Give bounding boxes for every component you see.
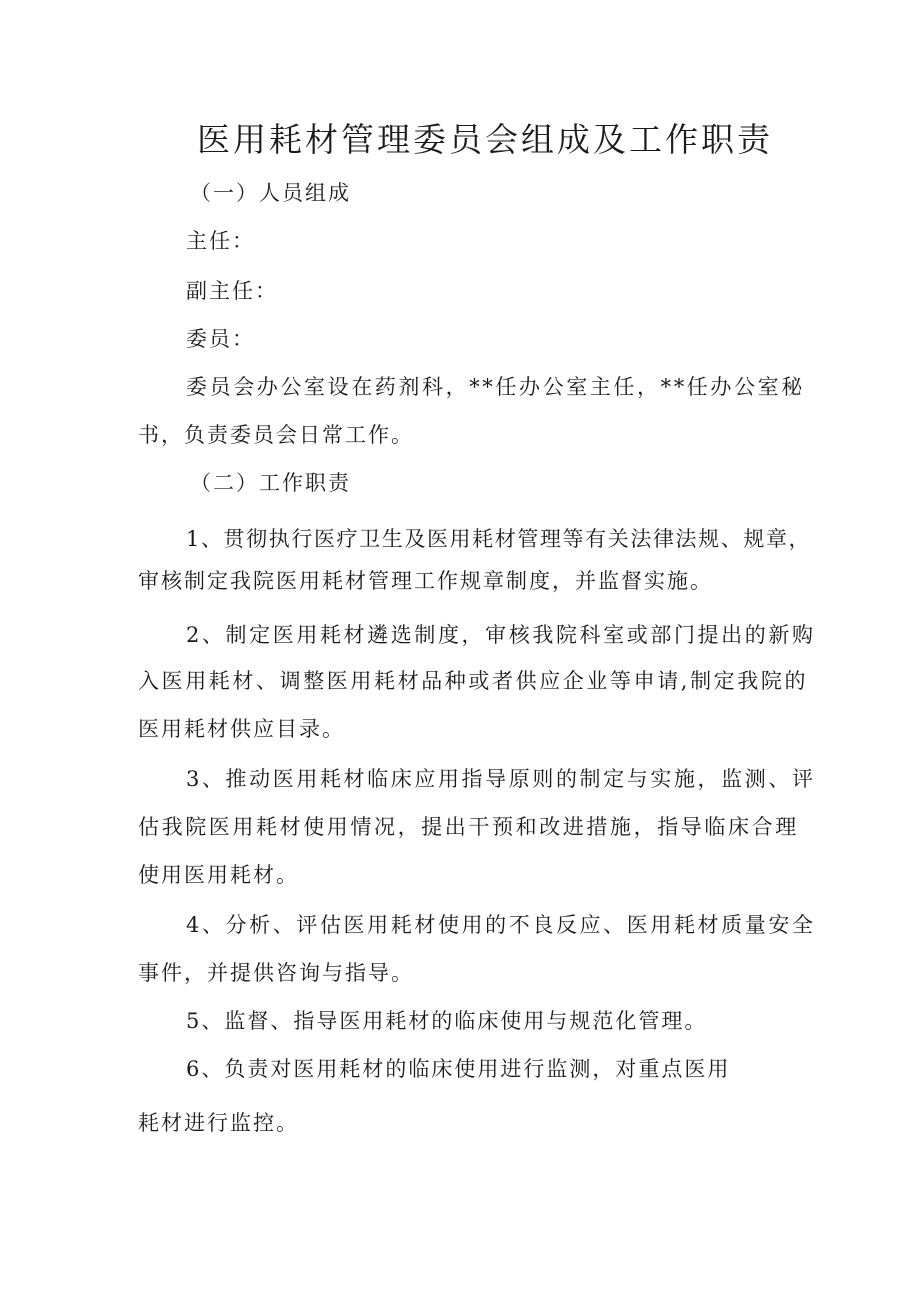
section-heading-duties: （二）工作职责 [190, 471, 351, 495]
duty-4-line-1: 4、分析、评估医用耗材使用的不良反应、医用耗材质量安全 [186, 913, 816, 937]
duty-3-line-1: 3、推动医用耗材临床应用指导原则的制定与实施，监测、评 [186, 767, 816, 791]
document-title: 医用耗材管理委员会组成及工作职责 [197, 120, 773, 159]
duty-6-line-1: 6、负责对医用耗材的临床使用进行监测，对重点医用 [186, 1057, 731, 1081]
office-paragraph-line-1: 委员会办公室设在药剂科，**任办公室主任，**任办公室秘 [186, 375, 805, 399]
duty-3-line-2: 估我院医用耗材使用情况，提出干预和改进措施，指导临床合理 [138, 815, 799, 839]
duty-2-line-3: 医用耗材供应目录。 [138, 717, 345, 741]
office-paragraph-line-2: 书，负责委员会日常工作。 [138, 423, 414, 447]
deputy-director-label: 副主任： [186, 279, 278, 303]
duty-2-line-2: 入医用耗材、调整医用耗材品种或者供应企业等申请,制定我院的 [138, 669, 809, 693]
duty-4-line-2: 事件，并提供咨询与指导。 [138, 961, 414, 985]
director-label: 主任： [186, 229, 255, 253]
duty-2-line-1: 2、制定医用耗材遴选制度，审核我院科室或部门提出的新购 [186, 623, 816, 647]
duty-1-line-1: 1、贯彻执行医疗卫生及医用耗材管理等有关法律法规、规章， [186, 527, 812, 551]
members-label: 委员： [186, 327, 255, 351]
duty-6-line-2: 耗材进行监控。 [138, 1111, 299, 1135]
duty-1-line-2: 审核制定我院医用耗材管理工作规章制度，并监督实施。 [138, 569, 713, 593]
duty-3-line-3: 使用医用耗材。 [138, 863, 299, 887]
duty-5-line-1: 5、监督、指导医用耗材的临床使用与规范化管理。 [186, 1009, 708, 1033]
section-heading-personnel: （一）人员组成 [190, 181, 351, 205]
